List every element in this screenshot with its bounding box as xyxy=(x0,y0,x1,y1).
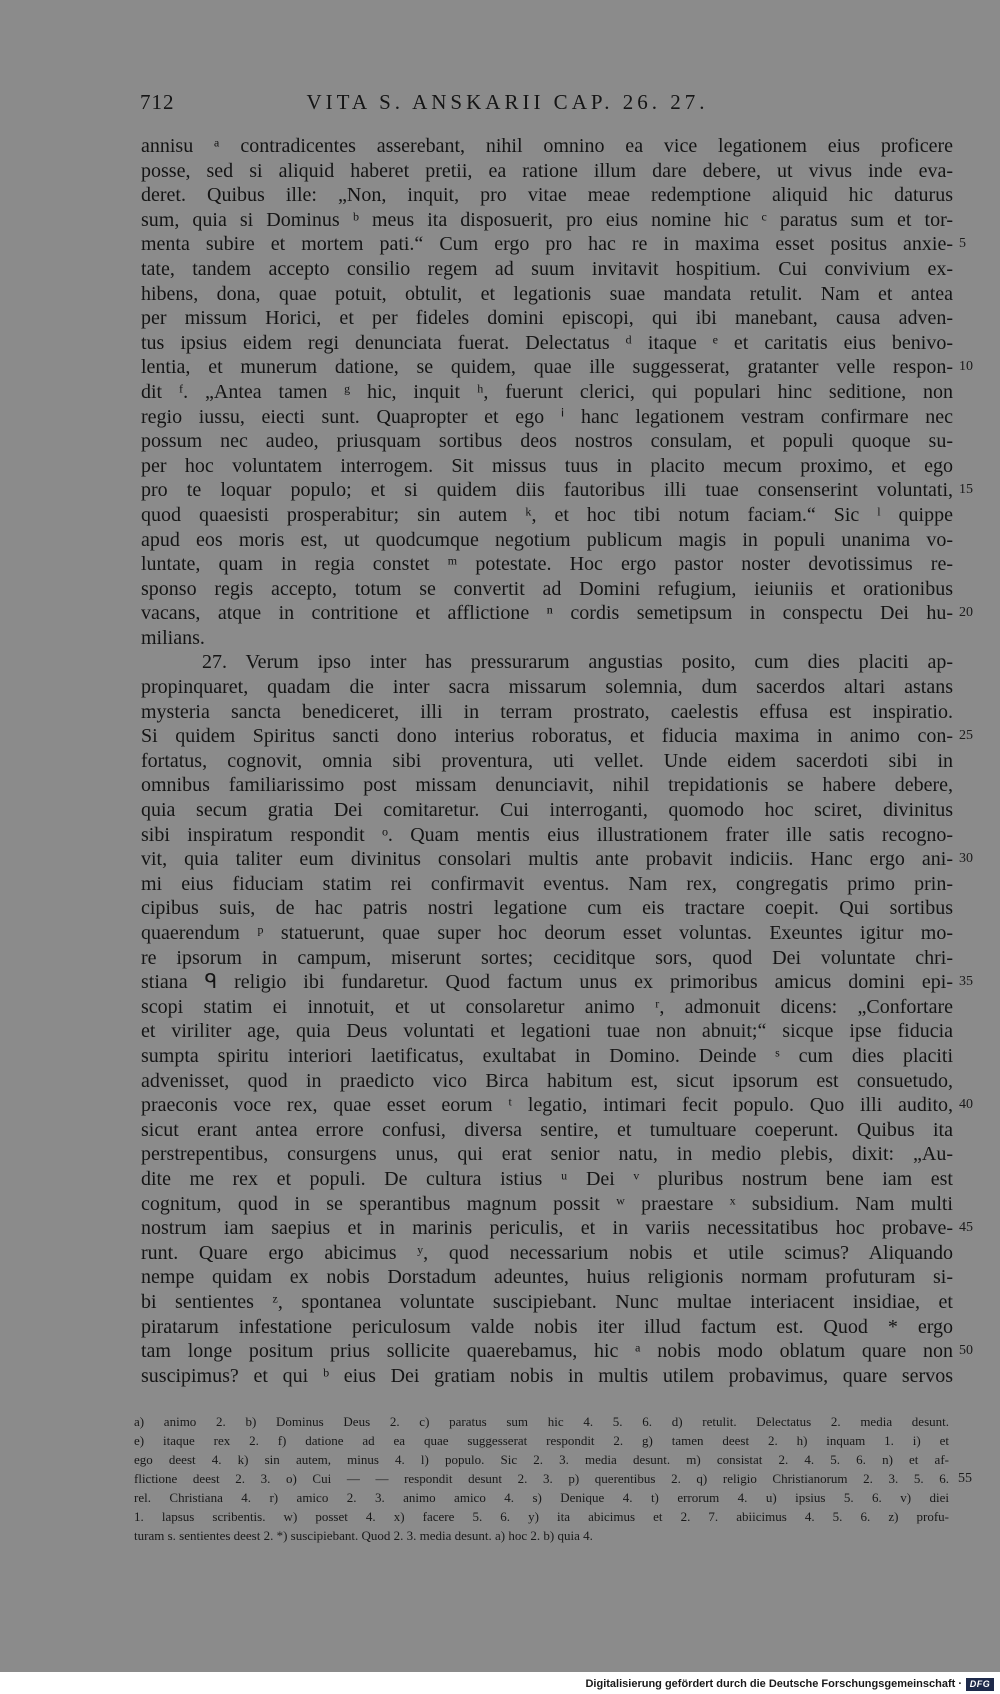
footnote-line-text: 1. lapsus scribentis. w) posset 4. x) facere 5. 6. y) ita abicimus et 2. 7. abiicimus 4. 5. 6. z) profu- xyxy=(134,1509,949,1524)
line-number: 35 xyxy=(959,974,973,990)
text-line xyxy=(141,921,953,946)
footnote-line-text: ego deest 4. k) sin autem, minus 4. l) populo. Sic 2. 3. media desunt. m) consistat 2. 4. 5. 6. n) et af- xyxy=(134,1452,949,1467)
text-line xyxy=(141,1315,953,1340)
text-line-text: tam longe positum prius sollicite quaerebamus, hic ᵃ nobis modo oblatum quare non xyxy=(141,1340,953,1363)
text-line-text: dite me rex et populi. De cultura istius ᵘ Dei ᵛ pluribus nostrum bene iam est xyxy=(141,1167,953,1190)
footnotes xyxy=(134,1412,972,1545)
footnote-line-text: e) itaque rex 2. f) datione ad ea quae suggesserat respondit 2. g) tamen deest 2. h) inquam 1. i) et xyxy=(134,1433,949,1448)
footnote-line xyxy=(134,1412,949,1431)
line-number: 25 xyxy=(959,728,973,744)
text-line xyxy=(141,896,953,921)
text-line xyxy=(141,331,953,356)
text-line xyxy=(141,626,953,651)
text-line xyxy=(141,1142,953,1167)
text-line-text: vacans, atque in contritione et afflictione ⁿ cordis semetipsum in conspectu Dei hu- xyxy=(141,602,953,625)
text-line xyxy=(141,306,953,331)
text-line-text: per missum Horici, et per fideles domini episcopi, qui ibi manebant, causa adven- xyxy=(141,307,953,330)
text-line xyxy=(141,1241,953,1266)
text-line-text: milians. xyxy=(141,626,205,649)
text-line-text: cipibus suis, de hac patris nostri legatione cum eis tractare coepit. Qui sortibus xyxy=(141,897,953,920)
text-line-text: luntate, quam in regia constet ᵐ potestate. Hoc ergo pastor noster devotissimus re- xyxy=(141,553,953,576)
digitization-credit xyxy=(585,1676,994,1692)
text-line xyxy=(141,1019,953,1044)
text-line-text: deret. Quibus ille: „Non, inquit, pro vitae meae redemptione aliquid hic daturus xyxy=(141,184,953,207)
text-line-text: piratarum infestatione periculosum valde nobis iter illud factum est. Quod * ergo xyxy=(141,1315,953,1338)
text-line-text: mysteria sancta benediceret, illi in terram prostrato, caelestis effusa est inspiratio. xyxy=(141,700,953,723)
text-line-text: sum, quia si Dominus ᵇ meus ita disposuerit, pro eius nomine hic ᶜ paratus sum et tor- xyxy=(141,208,953,231)
text-line-text: stiana ᑫ religio ibi fundaretur. Quod factum unus ex primoribus amicus domini epi- xyxy=(141,971,953,994)
text-line-text: pro te loquar populo; et si quidem diis fautoribus illi tuae consenserint voluntati, xyxy=(141,479,953,502)
text-line-text: vit, quia taliter eum divinitus consolari multis ante probavit indiciis. Hanc ergo ani- xyxy=(141,848,953,871)
text-line-text: propinquaret, quadam die inter sacra missarum solemnia, dum sacerdos altari astans xyxy=(141,676,953,699)
text-line xyxy=(141,282,953,307)
text-line xyxy=(141,429,953,454)
text-line-text: runt. Quare ergo abicimus ʸ, quod necessarium nobis et utile scimus? Aliquando xyxy=(141,1241,953,1264)
text-line-text: nostrum iam saepius et in marinis periculis, et in variis necessitatibus hoc probave- xyxy=(141,1217,953,1240)
line-number: 50 xyxy=(959,1343,973,1359)
line-number: 45 xyxy=(959,1220,973,1236)
text-line xyxy=(141,134,953,159)
text-line xyxy=(141,724,973,749)
text-line xyxy=(141,528,953,553)
text-line-text: tate, tandem accepto consilio regem ad suum invitavit hospitium. Cui convivium ex- xyxy=(141,257,953,280)
text-line xyxy=(141,675,953,700)
text-line xyxy=(141,159,953,184)
text-line-text: re ipsorum in campum, miserunt sortes; ceciditque sors, quod Dei voluntate chri- xyxy=(141,946,953,969)
text-line-text: quia secum gratia Dei comitaretur. Cui interroganti, quomodo hoc sciret, divinitus xyxy=(141,799,953,822)
text-line-text: sponso regis accepto, totum se convertit ad Domini refugium, ieiuniis et orationibus xyxy=(141,577,953,600)
text-line-text: perstrepentibus, consurgens unus, qui erat senior natu, in medio plebis, dixit: „Au- xyxy=(141,1143,953,1166)
text-line xyxy=(141,946,953,971)
footnote-line xyxy=(134,1507,949,1526)
text-line xyxy=(141,232,966,257)
text-line xyxy=(141,773,953,798)
text-line xyxy=(141,847,973,872)
text-line-text: menta subire et mortem pati.“ Cum ergo pro hac re in maxima esset positus anxie- xyxy=(141,233,953,256)
text-line xyxy=(141,970,973,995)
text-line-text: omnibus familiarissimo post missam denunciavit, nihil trepidationis se habere debere, xyxy=(141,774,953,797)
dfg-logo: DFG xyxy=(966,1678,994,1691)
text-line xyxy=(141,1069,953,1094)
text-line xyxy=(141,823,953,848)
line-number: 20 xyxy=(959,605,973,621)
line-number: 15 xyxy=(959,482,973,498)
line-number: 30 xyxy=(959,851,973,867)
footnote-line xyxy=(134,1526,949,1545)
text-line-text: advenisset, quod in praedicto vico Birca habitum est, sicut ipsorum est consuetudo, xyxy=(141,1069,953,1092)
line-number: 10 xyxy=(959,359,973,375)
text-line xyxy=(141,355,973,380)
text-line xyxy=(141,1364,953,1389)
footnote-line xyxy=(134,1469,972,1488)
text-line-text: dit ᶠ. „Antea tamen ᵍ hic, inquit ʰ, fuerunt clerici, qui populari hinc seditione, non xyxy=(141,380,953,403)
text-line-text: fortatus, cognovit, omnia sibi proventura, uti vellet. Unde eidem sacerdoti sibi in xyxy=(141,749,953,772)
text-line-text: mi eius fiduciam statim rei confirmavit eventus. Nam rex, congregatis primo prin- xyxy=(141,872,953,895)
credit-text: Digitalisierung gefördert durch die Deutsche Forschungsgemeinschaft · xyxy=(585,1678,962,1690)
text-line xyxy=(141,503,953,528)
footnote-line xyxy=(134,1488,949,1507)
text-line xyxy=(141,1167,953,1192)
text-line-text: regio iussu, eiecti sunt. Quapropter et ego ⁱ hanc legationem vestram confirmare nec xyxy=(141,405,953,428)
text-line-text: sumpta spiritu interiori laetificatus, exultabat in Domino. Deinde ˢ cum dies placiti xyxy=(141,1044,953,1067)
text-line-text: apud eos moris est, ut quodcumque negotium publicum magis in populi unanima vo- xyxy=(141,528,953,551)
line-number: 5 xyxy=(959,236,966,252)
text-line xyxy=(141,405,953,430)
text-line-text: quod quaesisti prosperabitur; sin autem ᵏ, et hoc tibi notum faciam.“ Sic ˡ quippe xyxy=(141,503,953,526)
text-line xyxy=(141,749,953,774)
text-line xyxy=(141,601,973,626)
running-title: VITA S. ANSKARII CAP. 26. 27. xyxy=(306,90,709,114)
line-number: 55 xyxy=(958,1471,972,1486)
footnote-line xyxy=(134,1450,949,1469)
text-line xyxy=(141,577,953,602)
text-line xyxy=(141,798,953,823)
text-line-text: suscipimus? et qui ᵇ eius Dei gratiam nobis in multis utilem probavimus, quare servos xyxy=(141,1364,953,1387)
text-line xyxy=(141,552,953,577)
text-line xyxy=(141,1265,953,1290)
text-line-text: scopi statim ei innotuit, et ut consolaretur animo ʳ, admonuit dicens: „Confortare xyxy=(141,995,953,1018)
main-text xyxy=(141,134,973,1388)
text-line xyxy=(141,1216,973,1241)
text-line-text: quaerendum ᵖ statuerunt, quae super hoc deorum esset voluntas. Exeuntes igitur mo- xyxy=(141,922,953,944)
text-line xyxy=(141,1118,953,1143)
text-line xyxy=(141,1290,953,1315)
text-line-text: Si quidem Spiritus sancti dono interius roboratus, et fiducia maxima in animo con- xyxy=(141,725,953,748)
text-line-text: praeconis voce rex, quae esset eorum ᵗ legatio, intimari fecit populo. Quo illi audito, xyxy=(141,1094,953,1117)
text-line xyxy=(141,478,973,503)
text-line-text: tus ipsius eidem regi denunciata fuerat. Delectatus ᵈ itaque ᵉ et caritatis eius benivo- xyxy=(141,331,953,354)
text-line-text: cognitum, quod in se sperantibus magnum possit ʷ praestare ˣ subsidium. Nam multi xyxy=(141,1192,953,1215)
footnote-line-text: rel. Christiana 4. r) amico 2. 3. animo amico 4. s) Denique 4. t) errorum 4. u) ipsius 5. 6. v) diei xyxy=(134,1490,949,1505)
page-header xyxy=(140,90,955,120)
text-line-text: bi sentientes ᶻ, spontanea voluntate suscipiebant. Nunc multae interiacent insidiae, et xyxy=(141,1290,953,1313)
text-line-text: nempe quidam ex nobis Dorstadum adeuntes, huius religionis normam profuturam si- xyxy=(141,1266,953,1289)
page-number: 712 xyxy=(140,90,175,114)
text-line-text: sicut erant antea errore confusi, diversa sentire, et tumultuare coeperunt. Quibus ita xyxy=(141,1118,953,1141)
text-line-text: lentia, et munerum datione, se quidem, quae ille suggesserat, gratanter velle respon- xyxy=(141,356,953,379)
text-line xyxy=(141,208,953,233)
text-line-text: annisu ᵃ contradicentes asserebant, nihil omnino ea vice legationem eius proficere xyxy=(141,135,953,157)
text-line xyxy=(141,872,953,897)
text-line xyxy=(141,650,953,675)
text-line-text: per hoc voluntatem interrogem. Sit missus tuus in placito mecum proximo, et ego xyxy=(141,454,953,477)
text-line-text: 27. Verum ipso inter has pressurarum angustias posito, cum dies placiti ap- xyxy=(202,651,953,674)
text-line-text: possum nec audeo, priusquam sortibus deos nostros consulam, et populi quoque su- xyxy=(141,430,953,453)
text-line-text: sibi inspiratum respondit ᵒ. Quam mentis eius illustrationem frater ille satis recogno- xyxy=(141,823,953,846)
footnote-line-text: flictione deest 2. 3. o) Cui — — respondit desunt 2. 3. p) querentibus 2. q) religio Christianorum 2. 3. 5. 6. xyxy=(134,1471,949,1486)
text-line xyxy=(141,454,953,479)
text-line xyxy=(141,380,953,405)
footnote-line-text: turam s. sentientes deest 2. *) suscipiebant. Quod 2. 3. media desunt. a) hoc 2. b) quia 4. xyxy=(134,1528,593,1543)
text-line xyxy=(141,257,953,282)
text-line-text: et viriliter age, quia Deus voluntati et legationi tuae non abnuit;“ sicque ipse fiducia xyxy=(141,1020,953,1043)
line-number: 40 xyxy=(959,1097,973,1113)
footnote-line xyxy=(134,1431,949,1450)
text-line xyxy=(141,1044,953,1069)
text-line-text: hibens, dona, quae potuit, obtulit, et legationis suae mandata retulit. Nam et antea xyxy=(141,282,953,305)
text-line xyxy=(141,1192,953,1217)
text-line-text: posse, sed si aliquid haberet pretii, ea ratione illum dare debere, ut vivus inde eva- xyxy=(141,159,953,182)
footnote-line-text: a) animo 2. b) Dominus Deus 2. c) paratus sum hic 4. 5. 6. d) retulit. Delectatus 2. media desunt. xyxy=(134,1414,949,1429)
text-line xyxy=(141,183,953,208)
text-line xyxy=(141,1093,973,1118)
text-line xyxy=(141,1339,973,1364)
text-line xyxy=(141,995,953,1020)
text-line xyxy=(141,700,953,725)
